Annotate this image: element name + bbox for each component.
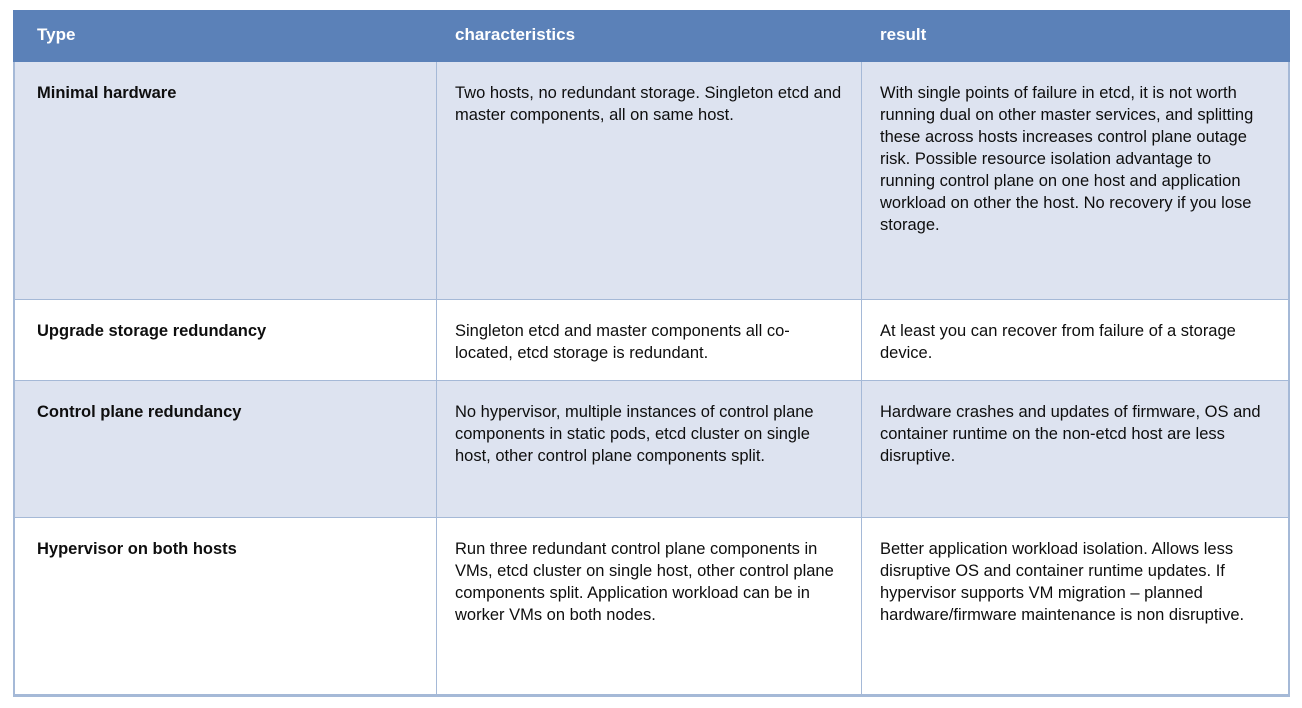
table-row [13, 381, 1290, 518]
cell-characteristics: No hypervisor, multiple instances of control plane components in static pods, etcd cluster on single host, other control plane components split. [437, 381, 862, 518]
table-row [13, 300, 1290, 381]
comparison-table [13, 10, 1290, 697]
cell-type: Hypervisor on both hosts [13, 518, 437, 697]
cell-characteristics: Two hosts, no redundant storage. Singleton etcd and master components, all on same host. [437, 62, 862, 300]
cell-characteristics: Singleton etcd and master components all co-located, etcd storage is redundant. [437, 300, 862, 381]
header-cell-result: result [862, 10, 1290, 62]
cell-result: At least you can recover from failure of a storage device. [862, 300, 1290, 381]
cell-type: Upgrade storage redundancy [13, 300, 437, 381]
cell-result: With single points of failure in etcd, it is not worth running dual on other master services, and splitting these across hosts increases control plane outage risk. Possible resource isolation advantage to running control plane on one host and application workload on other the host. No recovery if you lose storage. [862, 62, 1290, 300]
header-cell-type: Type [13, 10, 437, 62]
cell-characteristics: Run three redundant control plane components in VMs, etcd cluster on single host, other control plane components split. Application workload can be in worker VMs on both nodes. [437, 518, 862, 697]
cell-result: Better application workload isolation. Allows less disruptive OS and container runtime updates. If hypervisor supports VM migration – planned hardware/firmware maintenance is non disruptive. [862, 518, 1290, 697]
header-cell-characteristics: characteristics [437, 10, 862, 62]
cell-result: Hardware crashes and updates of firmware, OS and container runtime on the non-etcd host are less disruptive. [862, 381, 1290, 518]
cell-type: Minimal hardware [13, 62, 437, 300]
cell-type: Control plane redundancy [13, 381, 437, 518]
table-row [13, 62, 1290, 300]
table-row [13, 518, 1290, 697]
table-header-row [13, 10, 1290, 62]
